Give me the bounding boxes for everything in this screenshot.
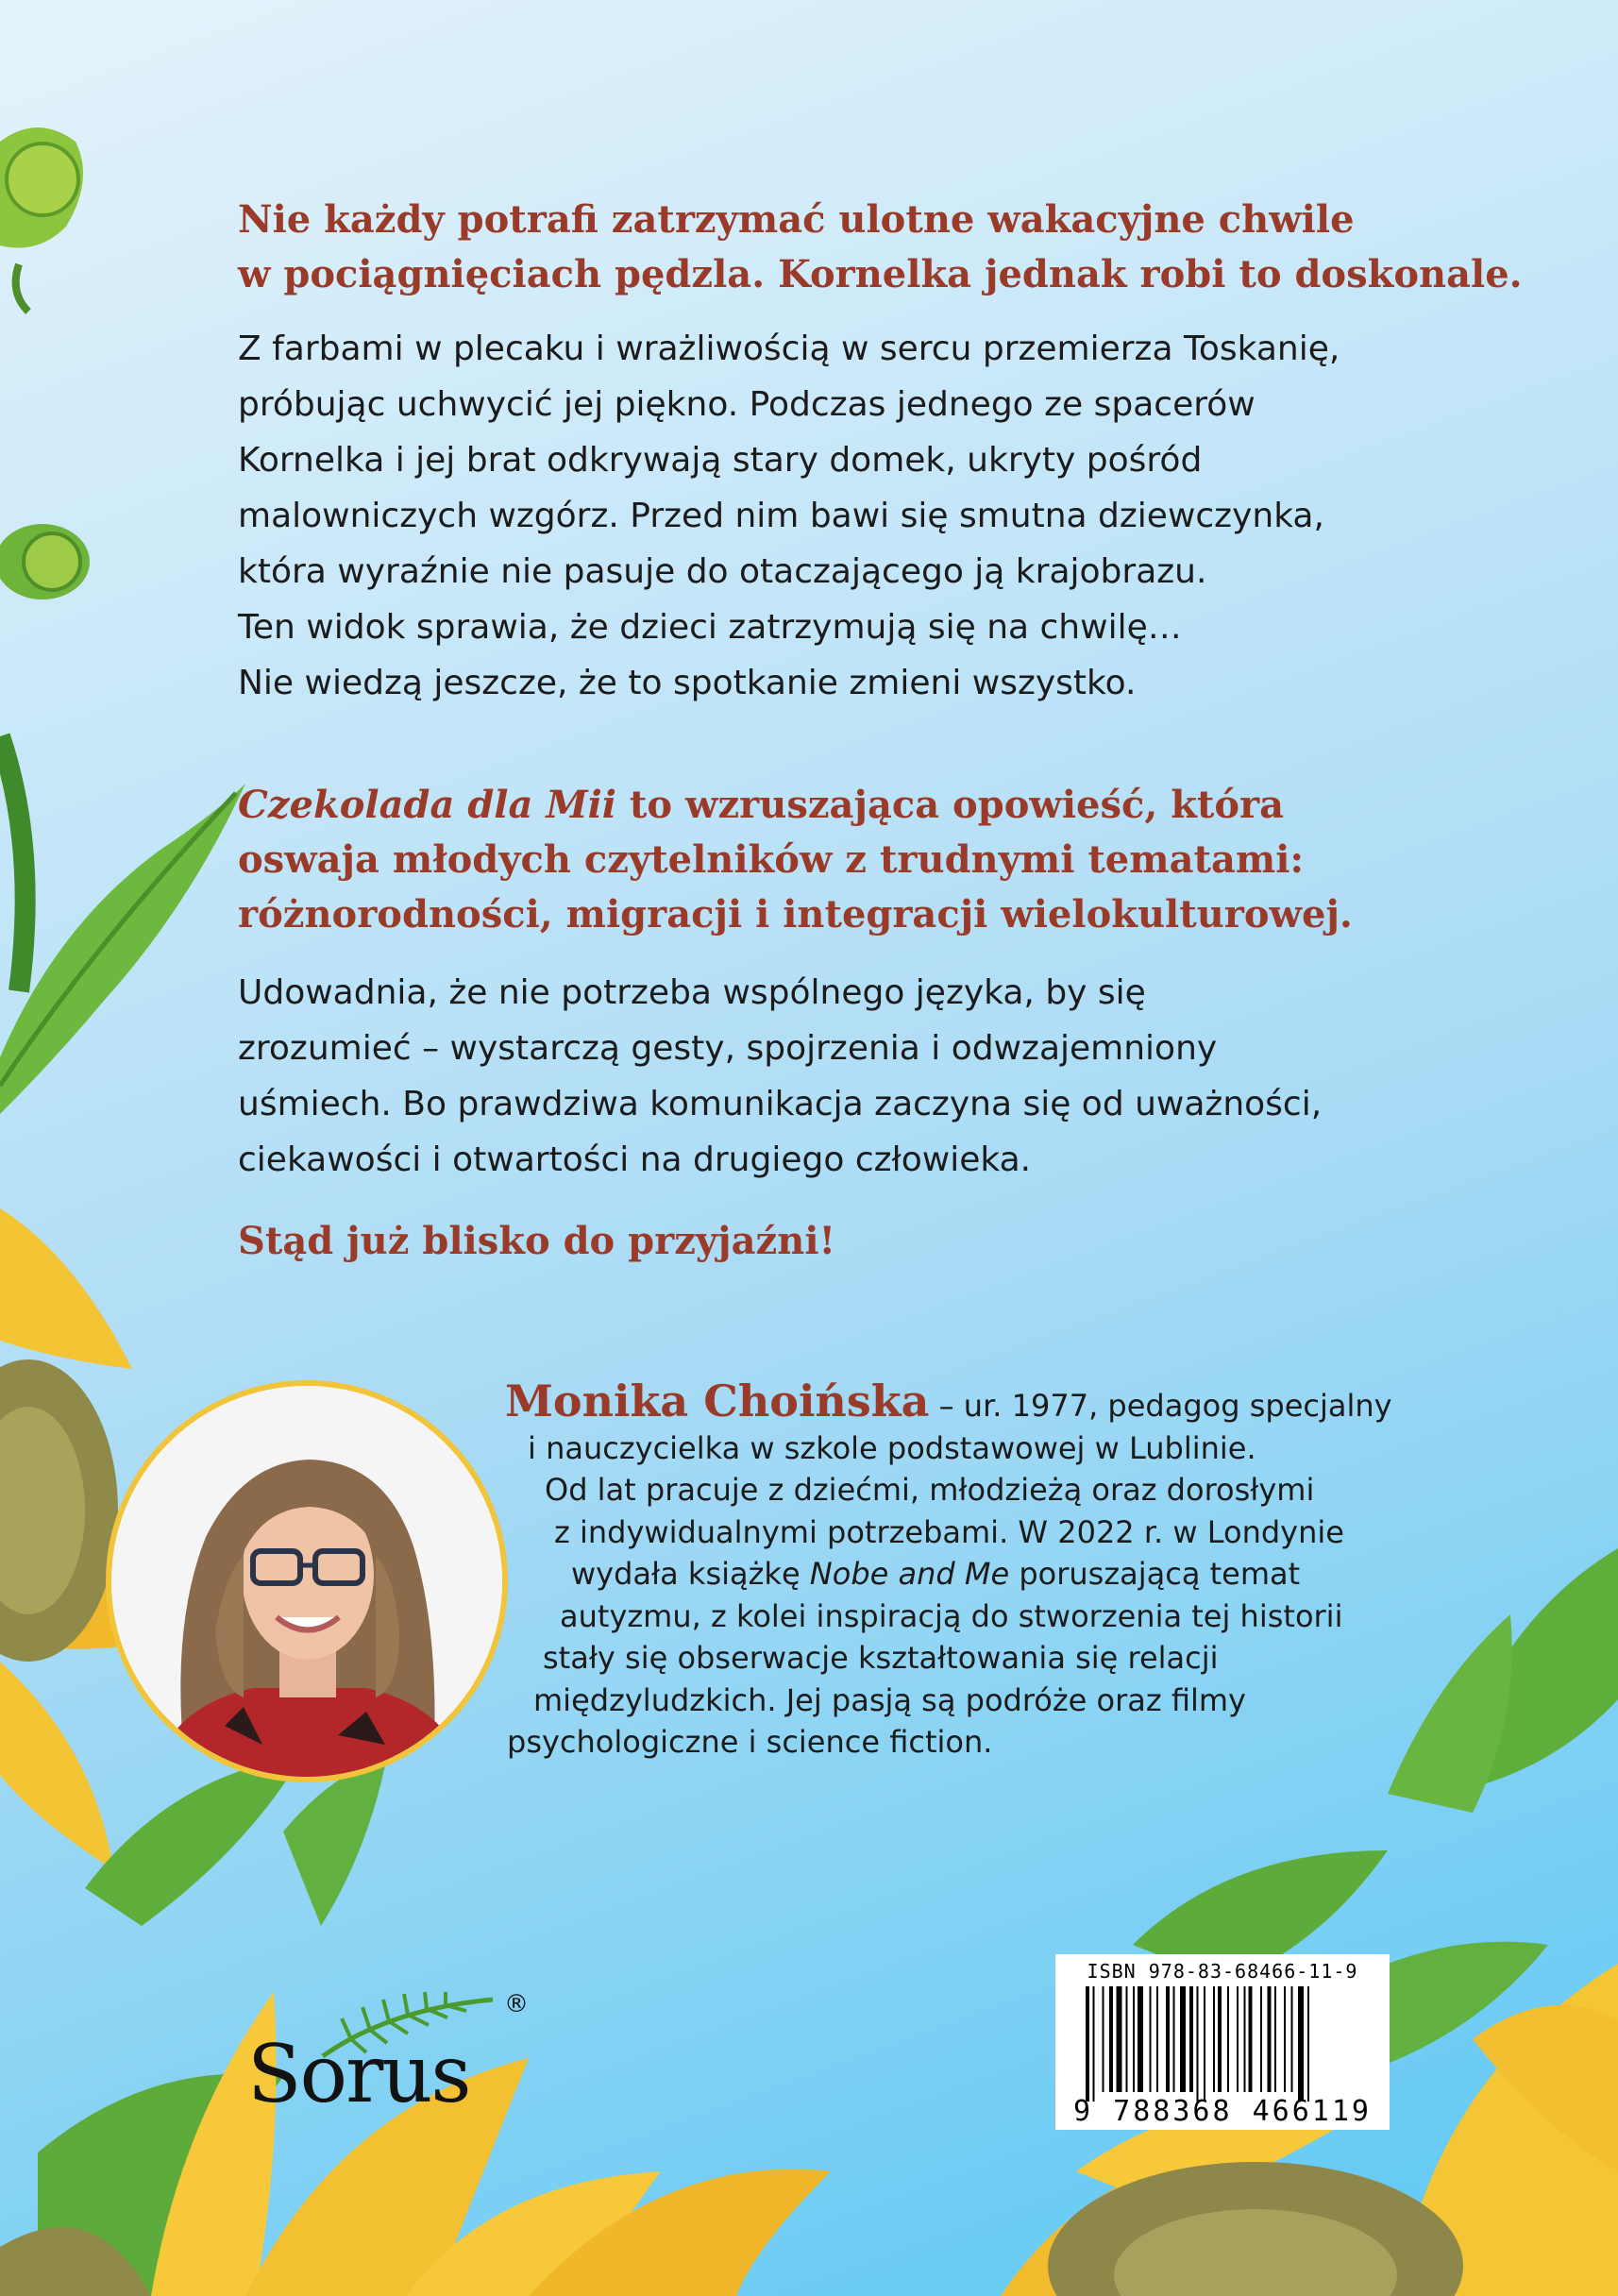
author-bio-text: wydała książkę bbox=[571, 1556, 810, 1592]
barcode-bar bbox=[1126, 1986, 1128, 2092]
author-bio-text: – ur. 1977, pedagog specjalny bbox=[929, 1388, 1392, 1424]
intro-line: Nie wiedzą jeszcze, że to spotkanie zmieni wszystko. bbox=[238, 664, 1137, 702]
barcode-bar bbox=[1218, 1986, 1222, 2092]
isbn-digits: 9 788368 466119 bbox=[1073, 2095, 1372, 2128]
barcode-bar bbox=[1138, 1986, 1143, 2092]
isbn-label: ISBN 978-83-68466-11-9 bbox=[1087, 1960, 1358, 1983]
intro-paragraph bbox=[238, 321, 1340, 711]
intro-heading-line: Nie każdy potrafi zatrzymać ulotne wakacyjne chwile bbox=[238, 197, 1355, 242]
intro-line: Z farbami w plecaku i wrażliwością w sercu przemierza Toskanię, bbox=[238, 329, 1340, 368]
theme-line: ciekawości i otwartości na drugiego człowieka. bbox=[238, 1140, 1032, 1179]
publisher-logo bbox=[247, 1990, 540, 2132]
author-portrait bbox=[106, 1380, 508, 1782]
author-bio-line: psychologiczne i science fiction. bbox=[507, 1724, 993, 1760]
barcode-bar bbox=[1133, 1986, 1135, 2092]
other-book-title: Nobe and Me bbox=[809, 1556, 1010, 1592]
author-bio-line: Od lat pracuje z dziećmi, młodzieżą oraz dorosłymi bbox=[545, 1472, 1315, 1508]
barcode-bar bbox=[1244, 1986, 1246, 2092]
barcode-bar bbox=[1213, 1986, 1215, 2092]
leaf-left bbox=[0, 736, 245, 1114]
barcode-bar bbox=[1173, 1986, 1175, 2092]
intro-line: malowniczych wzgórz. Przed nim bawi się smutna dziewczynka, bbox=[238, 497, 1324, 535]
barcode-bar bbox=[1197, 1986, 1199, 2102]
barcode-bar bbox=[1260, 1986, 1262, 2092]
closing-tagline bbox=[238, 1214, 835, 1269]
author-bio-line bbox=[505, 1553, 1392, 1595]
intro-line: próbując uchwycić jej piękno. Podczas jednego ze spacerów bbox=[238, 385, 1256, 424]
isbn-barcode bbox=[1055, 1954, 1390, 2130]
theme-line: zrozumieć – wystarczą gesty, spojrzenia i odwzajemniony bbox=[238, 1029, 1218, 1068]
barcode-bar bbox=[1307, 1986, 1309, 2102]
intro-line: Kornelka i jej brat odkrywają stary domek, ukryty pośród bbox=[238, 441, 1203, 480]
closing-text: Stąd już blisko do przyjaźni! bbox=[238, 1219, 836, 1263]
publisher-name: Sorus bbox=[247, 2028, 470, 2120]
author-bio-line bbox=[505, 1376, 1392, 1427]
barcode-bar bbox=[1284, 1986, 1286, 2092]
intro-line: Ten widok sprawia, że dzieci zatrzymują się na chwilę… bbox=[238, 608, 1182, 647]
author-bio-line: i nauczycielka w szkole podstawowej w Lublinie. bbox=[528, 1429, 1256, 1466]
barcode-bar bbox=[1189, 1986, 1193, 2092]
author-bio-line: międzyludzkich. Jej pasją są podróże oraz filmy bbox=[533, 1681, 1246, 1718]
theme-heading-line bbox=[238, 778, 1353, 833]
author-name: Monika Choińska bbox=[505, 1376, 930, 1427]
barcode-bar bbox=[1166, 1986, 1170, 2092]
barcode-bar bbox=[1117, 1986, 1122, 2092]
sunflower-bud-top bbox=[0, 127, 83, 312]
author-bio-line: z indywidualnymi potrzebami. W 2022 r. w Londynie bbox=[554, 1513, 1344, 1550]
registered-mark: ® bbox=[504, 1990, 529, 2018]
barcode-bar bbox=[1086, 1986, 1089, 2102]
barcode-bar bbox=[1249, 1986, 1253, 2092]
barcode-bar bbox=[1103, 1986, 1104, 2092]
barcode-bar bbox=[1150, 1986, 1152, 2092]
author-photo-icon bbox=[111, 1386, 502, 1777]
barcode-bar bbox=[1274, 1986, 1276, 2092]
barcode-bar bbox=[1227, 1986, 1229, 2092]
barcode-bar bbox=[1298, 1986, 1304, 2102]
theme-heading bbox=[238, 778, 1353, 942]
theme-heading-rest: to wzruszająca opowieść, która bbox=[616, 783, 1285, 827]
sunflower-bud-middle bbox=[0, 524, 90, 599]
theme-paragraph bbox=[238, 965, 1322, 1188]
intro-line: która wyraźnie nie pasuje do otaczającego ją krajobrazu. bbox=[238, 552, 1207, 591]
barcode-bar bbox=[1156, 1986, 1158, 2092]
book-title: Czekolada dla Mii bbox=[238, 783, 616, 827]
theme-line: Udowadnia, że nie potrzeba wspólnego języka, by się bbox=[238, 973, 1146, 1012]
barcode-bar bbox=[1237, 1986, 1239, 2092]
barcode-bar bbox=[1180, 1986, 1186, 2092]
theme-line: uśmiech. Bo prawdziwa komunikacja zaczyna się od uważności, bbox=[238, 1085, 1323, 1123]
theme-heading-line: oswaja młodych czytelników z trudnymi tematami: bbox=[238, 837, 1305, 882]
barcode-bar bbox=[1268, 1986, 1272, 2092]
barcode-bar bbox=[1291, 1986, 1293, 2092]
barcode-bar bbox=[1204, 1986, 1205, 2102]
barcode-bar bbox=[1093, 1986, 1095, 2102]
barcode-bar bbox=[1109, 1986, 1113, 2092]
author-bio-line: autyzmu, z kolei inspiracją do stworzenia tej historii bbox=[560, 1597, 1343, 1634]
theme-heading-line: różnorodności, migracji i integracji wielokulturowej. bbox=[238, 892, 1353, 937]
author-bio-line: stały się obserwacje kształtowania się relacji bbox=[543, 1640, 1219, 1676]
author-bio-text: poruszającą temat bbox=[1009, 1556, 1301, 1592]
intro-heading bbox=[238, 193, 1523, 302]
author-bio bbox=[505, 1376, 1392, 1764]
intro-heading-line: w pociągnięciach pędzla. Kornelka jednak robi to doskonale. bbox=[238, 252, 1523, 296]
